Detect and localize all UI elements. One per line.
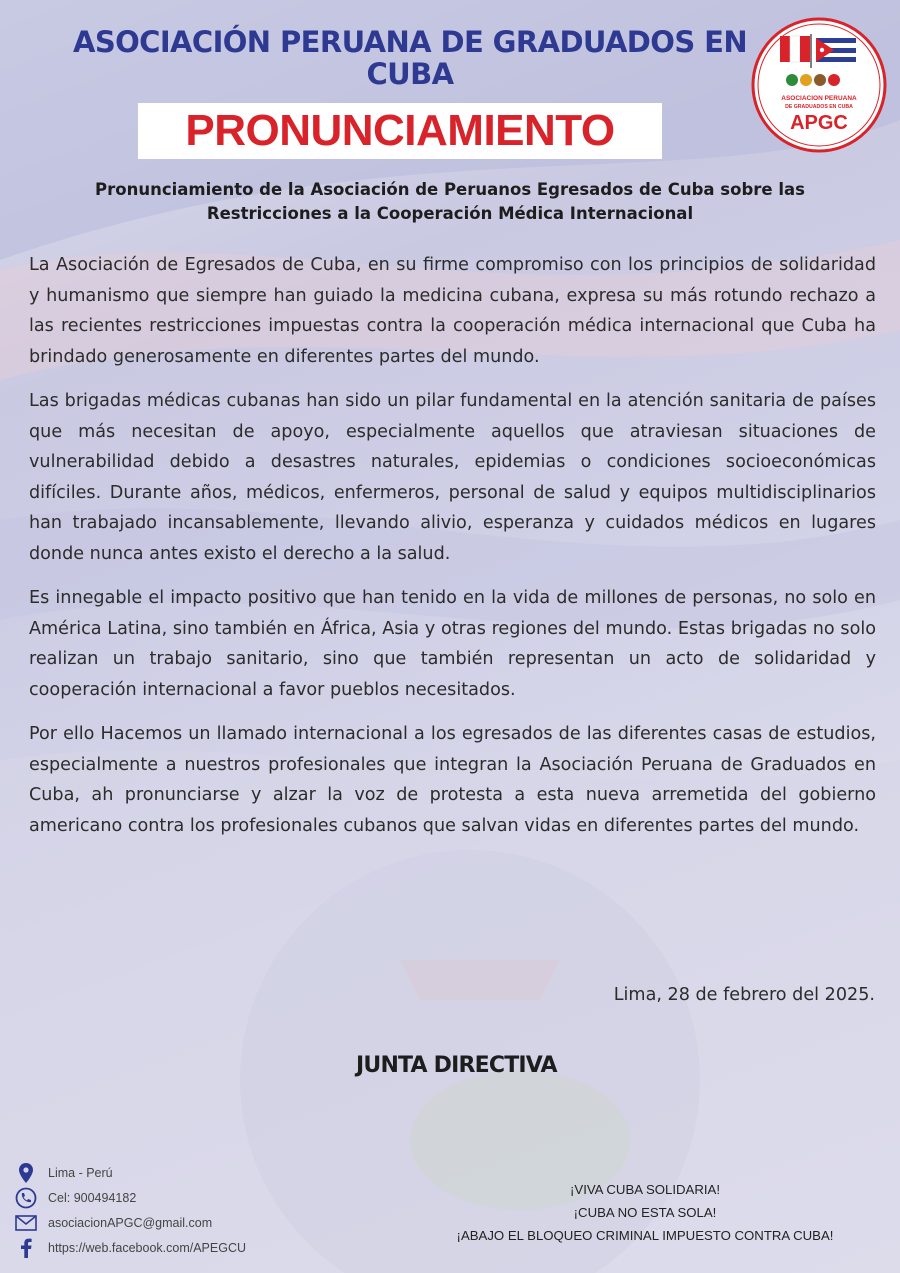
logo-acronym: APGC xyxy=(790,112,848,134)
subtitle-line2: Restricciones a la Cooperación Médica Internacional xyxy=(206,204,694,223)
facebook-icon xyxy=(14,1237,38,1259)
organization-title-line2: CUBA xyxy=(366,57,454,91)
organization-title xyxy=(60,26,760,90)
contact-phone xyxy=(14,1185,334,1210)
contact-facebook xyxy=(14,1235,334,1260)
signature: JUNTA DIRECTIVA xyxy=(356,1053,557,1078)
apgc-logo xyxy=(750,16,888,154)
paragraph-2: Las brigadas médicas cubanas han sido un pilar fundamental en la atención sanitaria de países que más necesitan de apoyo, especialmente aquellos que atraviesan situaciones de vulnerabilidad debido a desastres naturales, epidemias o condiciones socioeconómicas difíciles. Durante años, médicos, enfermeros, personal de salud y equipos multidisciplinarios han trabajado incansablemente, llevando alivio, esperanza y cuidados médicos en lugares donde nunca antes existo el derecho a la salud. xyxy=(29,391,876,564)
paragraph-3: Es innegable el impacto positivo que han tenido en la vida de millones de personas, no solo en América Latina, sino también en África, Asia y otras regiones del mundo. Estas brigadas no solo realizan un trabajo sanitario, sino que también representan un acto de solidaridad y cooperación internacional a favor pueblos necesitados. xyxy=(29,588,876,700)
organization-title-line1: ASOCIACIÓN PERUANA DE GRADUADOS EN xyxy=(72,25,747,59)
email-icon xyxy=(14,1212,38,1234)
document-subtitle xyxy=(20,178,880,226)
statement-body xyxy=(29,250,876,855)
slogans xyxy=(410,1178,880,1247)
document-date: Lima, 28 de febrero del 2025. xyxy=(613,985,875,1005)
logo-org-line1: ASOCIACION PERUANA xyxy=(781,95,857,102)
subtitle-line1: Pronunciamiento de la Asociación de Peruanos Egresados de Cuba sobre las xyxy=(95,180,805,199)
logo-org-line2: DE GRADUADOS EN CUBA xyxy=(785,104,853,110)
slogan-2: ¡CUBA NO ESTA SOLA! xyxy=(573,1205,717,1220)
location-pin-icon xyxy=(14,1162,38,1184)
peru-flag-icon xyxy=(780,36,810,62)
contact-location xyxy=(14,1160,334,1185)
paragraph-1: La Asociación de Egresados de Cuba, en su firme compromiso con los principios de solidaridad y humanismo que siempre han guiado la medicina cubana, expresa su más rotundo rechazo a las recientes restricciones impuestas contra la cooperación médica internacional que Cuba ha brindado generosamente en diferentes partes del mundo. xyxy=(29,255,876,367)
cuba-flag-icon xyxy=(816,38,856,62)
phone-icon xyxy=(14,1187,38,1209)
contact-location-text: Lima - Perú xyxy=(48,1165,113,1180)
banner-text: PRONUNCIAMIENTO xyxy=(185,106,615,155)
slogan-3: ¡ABAJO EL BLOQUEO CRIMINAL IMPUESTO CONTRA CUBA! xyxy=(456,1228,834,1243)
contact-email xyxy=(14,1210,334,1235)
contact-phone-text: Cel: 900494182 xyxy=(48,1190,137,1205)
contact-facebook-link[interactable]: https://web.facebook.com/APEGCU xyxy=(48,1240,247,1255)
contact-info xyxy=(14,1160,334,1260)
slogan-1: ¡VIVA CUBA SOLIDARIA! xyxy=(570,1182,720,1197)
pronunciamiento-banner xyxy=(138,103,662,159)
paragraph-4: Por ello Hacemos un llamado internacional a los egresados de las diferentes casas de estudios, especialmente a nuestros profesionales que integran la Asociación Peruana de Graduados en Cuba, ah pronunciarse y alzar la voz de protesta a esta nueva arremetida del gobierno americano contra los profesionales cubanos que salvan vidas en diferentes partes del mundo. xyxy=(29,724,876,836)
contact-email-text[interactable]: asociacionAPGC@gmail.com xyxy=(48,1215,213,1230)
